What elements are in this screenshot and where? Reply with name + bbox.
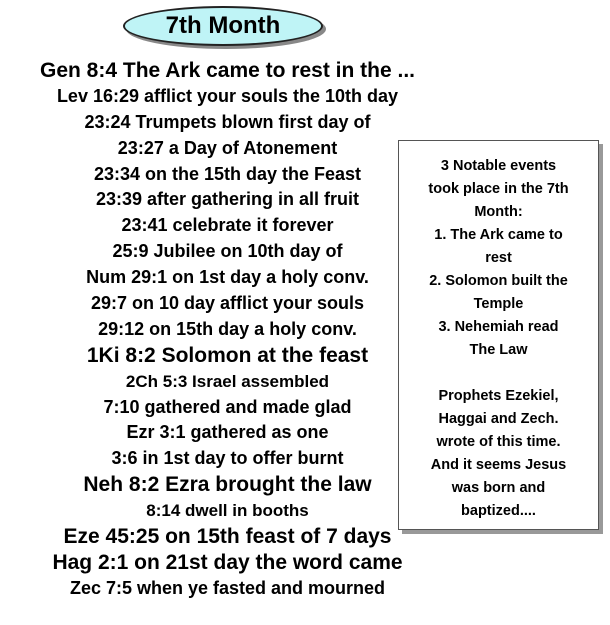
verse-line: 2Ch 5:3 Israel assembled: [125, 371, 330, 391]
verse-line: 23:27 a Day of Atonement: [117, 137, 338, 158]
verse-line: 8:14 dwell in booths: [146, 501, 309, 521]
verse-line: 23:24 Trumpets blown first day of: [84, 111, 371, 132]
note-line: The Law: [469, 342, 528, 358]
verse-line: 23:39 after gathering in all fruit: [95, 189, 360, 210]
verse-line: Eze 45:25 on 15th feast of 7 days: [63, 525, 392, 549]
verse-line: 29:12 on 15th day a holy conv.: [98, 318, 357, 339]
note-line: 3 Notable events: [440, 158, 557, 174]
verse-line: Gen 8:4 The Ark came to rest in the ...: [40, 59, 415, 82]
note-line: Haggai and Zech.: [438, 411, 559, 427]
verse-line: 23:41 celebrate it forever: [121, 215, 334, 236]
note-line: 1. The Ark came to: [434, 227, 563, 243]
verse-line: 1Ki 8:2 Solomon at the feast: [86, 343, 369, 367]
note-line: baptized....: [461, 503, 536, 519]
note-line: And it seems Jesus: [430, 457, 567, 473]
verse-line: 7:10 gathered and made glad: [103, 396, 352, 417]
verse-line: Neh 8:2 Ezra brought the law: [83, 473, 372, 497]
verse-line: Lev 16:29 afflict your souls the 10th day: [56, 85, 399, 106]
note-line: Month:: [474, 204, 523, 220]
verse-line: 29:7 on 10 day afflict your souls: [90, 293, 365, 314]
note-line: rest: [485, 250, 512, 266]
note-line: Prophets Ezekiel,: [438, 388, 559, 404]
verse-line: Zec 7:5 when ye fasted and mourned: [69, 577, 386, 598]
verse-line: 25:9 Jubilee on 10th day of: [112, 241, 343, 262]
note-line: was born and: [451, 480, 546, 496]
verse-list: [0, 58, 455, 602]
note-line: 3. Nehemiah read: [438, 319, 559, 335]
verse-line: 23:34 on the 15th day the Feast: [93, 163, 362, 184]
notable-events-note: [398, 140, 599, 530]
page-title-text: 7th Month: [165, 12, 281, 39]
note-spacer: [405, 362, 592, 385]
note-line: wrote of this time.: [436, 434, 561, 450]
page-title: [123, 6, 323, 46]
note-line: Temple: [473, 296, 524, 312]
verse-line: Ezr 3:1 gathered as one: [126, 422, 329, 443]
verse-line: 3:6 in 1st day to offer burnt: [111, 448, 344, 469]
note-line: took place in the 7th: [428, 181, 569, 197]
verse-line: Num 29:1 on 1st day a holy conv.: [86, 267, 369, 288]
verse-line: Hag 2:1 on 21st day the word came: [52, 550, 403, 574]
note-line: 2. Solomon built the: [429, 273, 568, 289]
